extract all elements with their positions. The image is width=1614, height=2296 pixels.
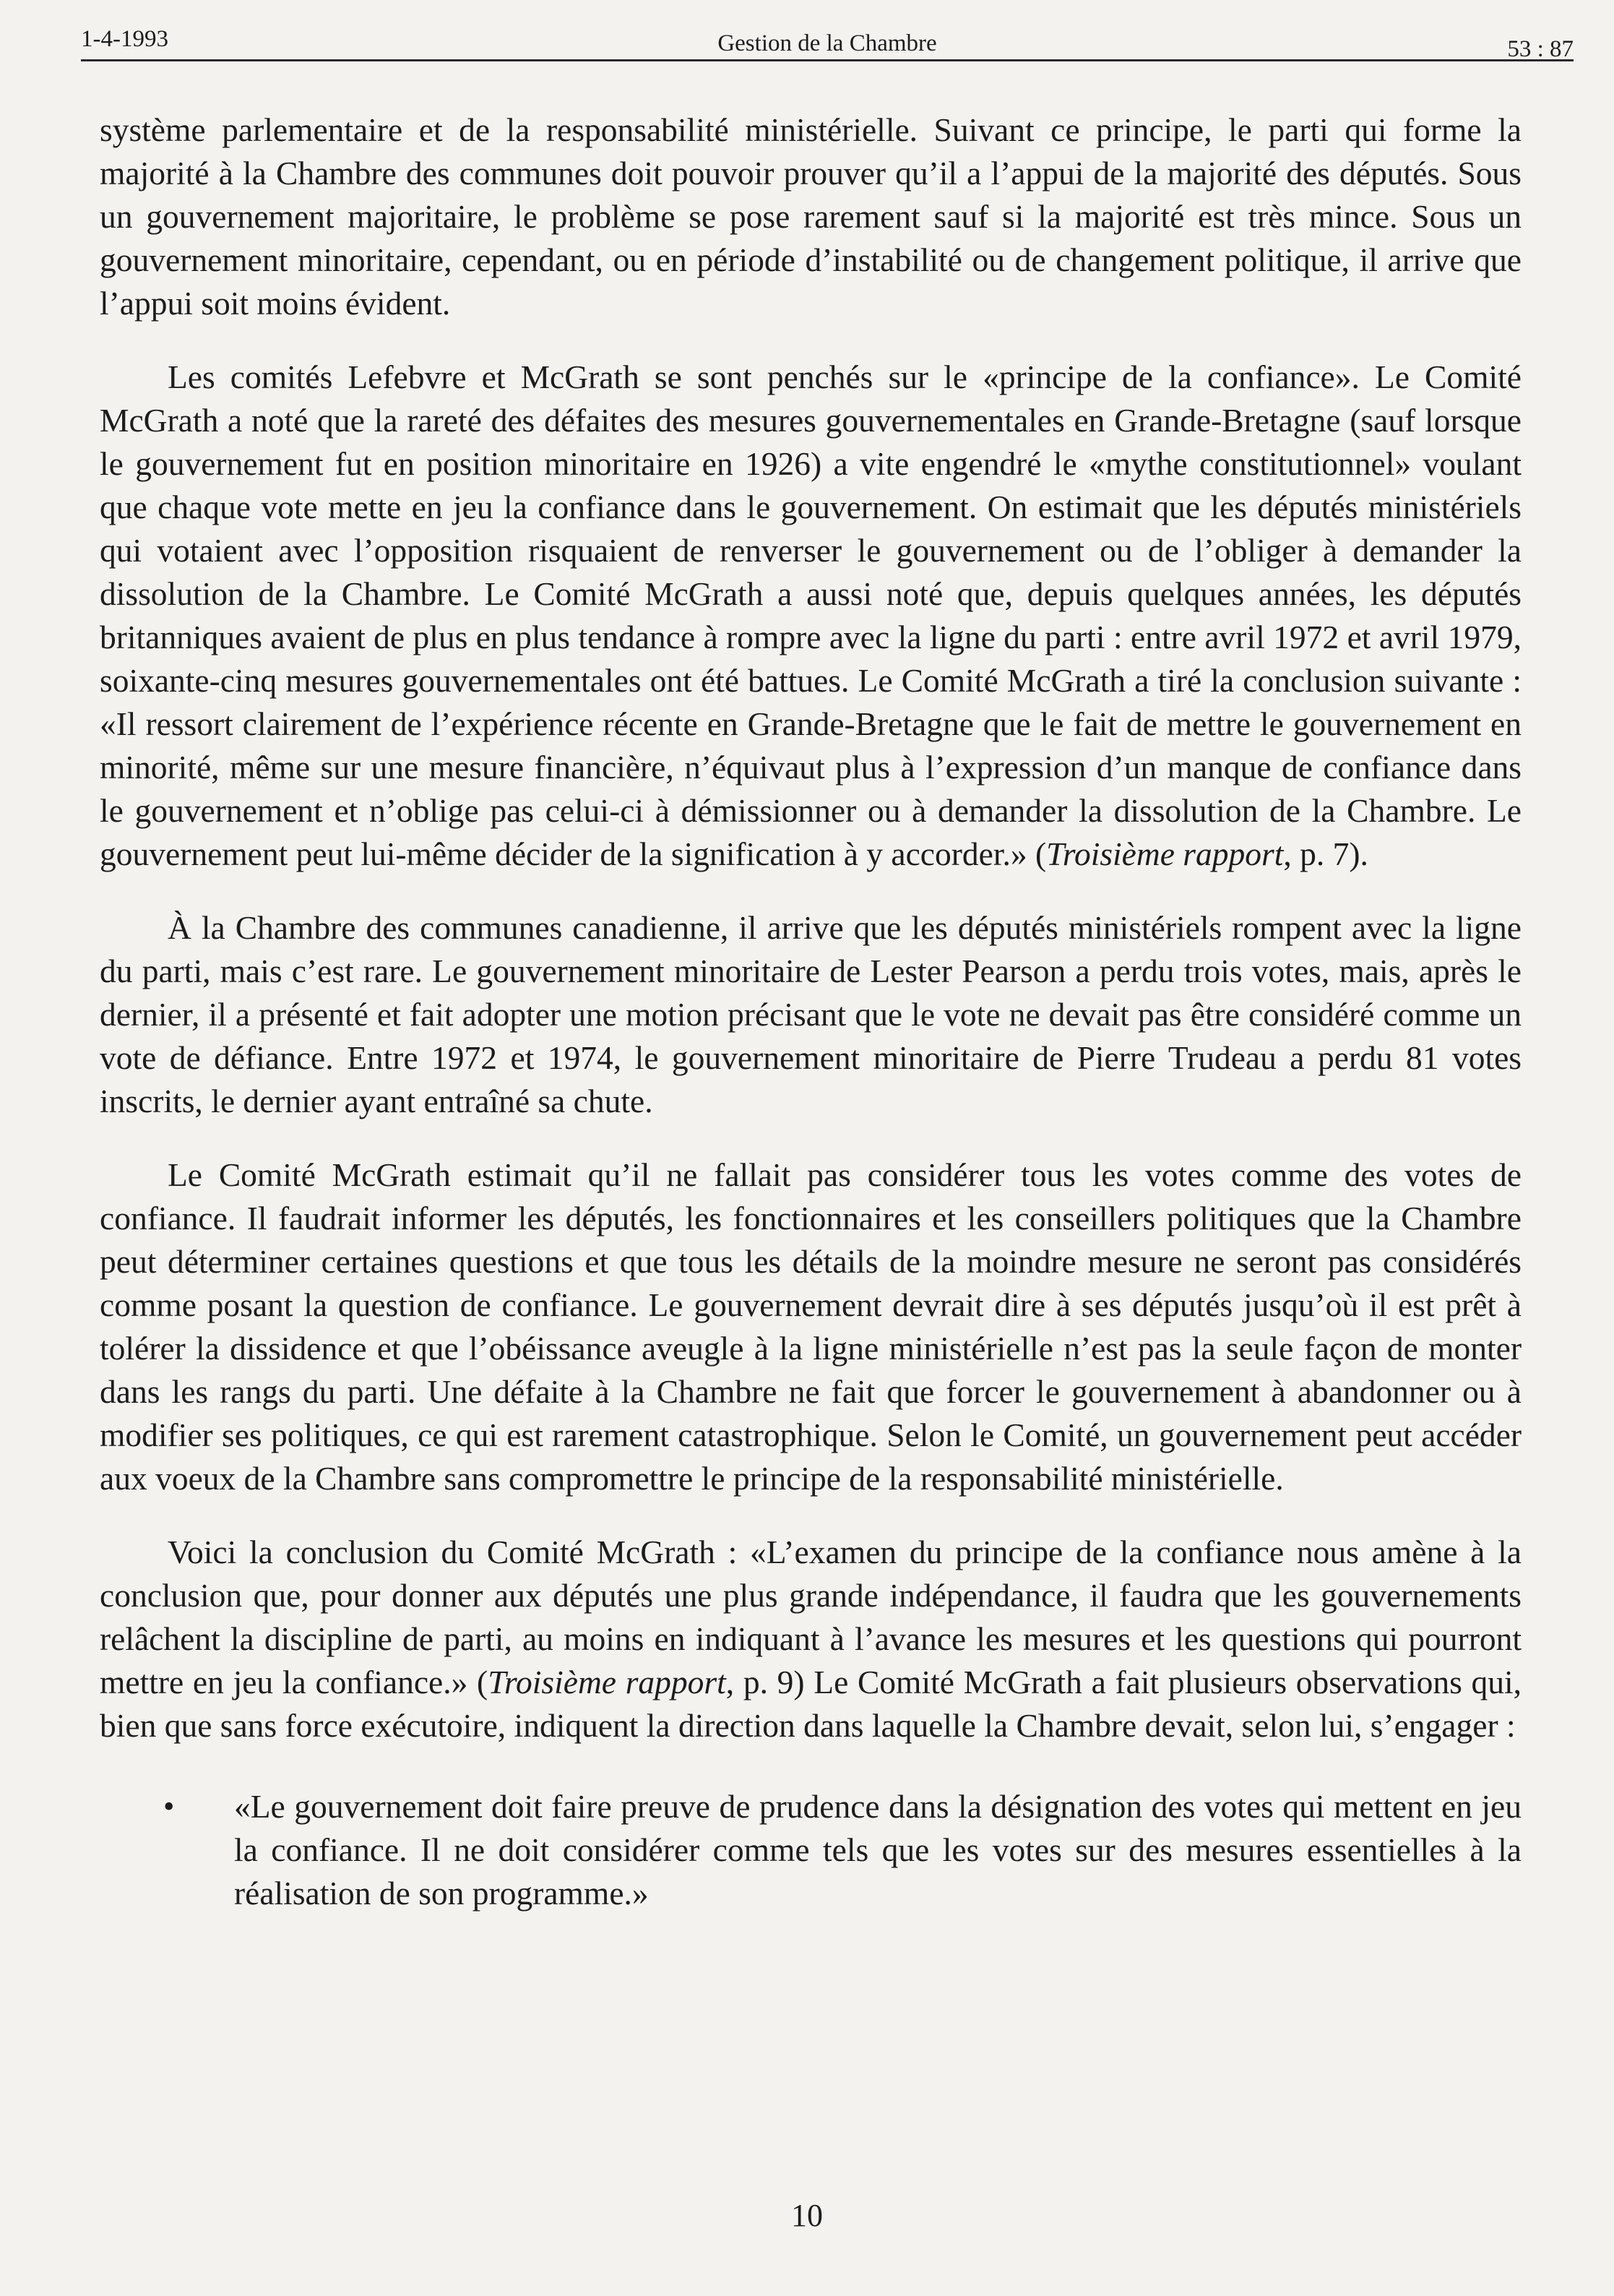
bullet-item xyxy=(100,1785,1522,1915)
body-text xyxy=(100,108,1522,1915)
bullet-text: «Le gouvernement doit faire preuve de prudence dans la désignation des votes qui mettent en jeu la confiance. Il ne doit considérer comme tels que les votes sur des mesures essentielles à la réalisation de son programme.» xyxy=(234,1788,1522,1912)
header-title: Gestion de la Chambre xyxy=(717,30,937,56)
citation-title: Troisième rapport xyxy=(1046,835,1284,872)
paragraph-1: système parlementaire et de la responsabilité ministérielle. Suivant ce principe, le parti qui forme la majorité à la Chambre des communes doit pouvoir prouver qu’il a l’appui de la majorité des députés. Sous un gouvernement majoritaire, le problème se pose rarement sauf si la majorité est très mince. Sous un gouvernement minoritaire, cependant, ou en période d’instabilité ou de changement politique, il arrive que l’appui soit moins évident. xyxy=(100,111,1522,322)
header-date: 1-4-1993 xyxy=(81,26,168,52)
paragraph-2-text: Les comités Lefebvre et McGrath se sont penchés sur le «principe de la confiance». Le Comité McGrath a noté que la rareté des défaites des mesures gouvernementales en Grande-Bretagne (sauf lorsque le gouvernement fut en position minoritaire en 1926) a vite engendré le «mythe constitutionnel» voulant que chaque vote mette en jeu la confiance dans le gouvernement. On estimait que les députés ministériels qui votaient avec l’opposition risquaient de renverser le gouvernement ou de l’obliger à demander la dissolution de la Chambre. Le Comité McGrath a aussi noté que, depuis quelques années, les députés britanniques avaient de plus en plus tendance à rompre avec la ligne du parti : entre avril 1972 et avril 1979, soixante-cinq mesures gouvernementales ont été battues. Le Comité McGrath a tiré la conclusion suivante : «Il ressort clairement de l’expérience récente en Grande-Bretagne que le fait de mettre le gouvernement en minorité, même sur une mesure financière, n’équivaut plus à l’expression d’un manque de confiance dans le gouvernement et n’oblige pas celui-ci à démissionner ou à demander la dissolution de la Chambre. Le gouvernement peut lui-même décider de la signification à y accorder.» ( xyxy=(100,358,1522,872)
paragraph-5-text: Voici la conclusion du Comité McGrath : «L’examen du principe de la confiance nous amène à la conclusion que, pour donner aux députés une plus grande indépendance, il faudra que les gouvernements relâchent la discipline de parti, au moins en indiquant à l’avance les mesures et les questions qui pourront mettre en jeu la confiance.» ( xyxy=(100,1534,1522,1700)
citation-title: Troisième rapport xyxy=(488,1664,726,1700)
paragraph-2-citation-end: , p. 7). xyxy=(1283,835,1368,872)
running-header xyxy=(81,22,1574,61)
paragraph-4: Le Comité McGrath estimait qu’il ne fallait pas considérer tous les votes comme des votes de confiance. Il faudrait informer les députés, les fonctionnaires et les conseillers politiques que la Chambre peut déterminer certaines questions et que tous les détails de la moindre mesure ne seront pas considérés comme posant la question de confiance. Le gouvernement devrait dire à ses députés jusqu’où il est prêt à tolérer la dissidence et que l’obéissance aveugle à la ligne ministérielle n’est pas la seule façon de monter dans les rangs du parti. Une défaite à la Chambre ne fait que forcer le gouvernement à abandonner ou à modifier ses politiques, ce qui est rarement catastrophique. Selon le Comité, un gouvernement peut accéder aux voeux de la Chambre sans compromettre le principe de la responsabilité ministérielle. xyxy=(100,1156,1522,1497)
paragraph-5 xyxy=(100,1531,1522,1747)
paragraph-5-citation-end: , p. 9) Le Comité McGrath a fait plusieurs observations qui, bien que sans force exécutoire, indiquent la direction dans laquelle la Chambre devait, selon lui, s’engager : xyxy=(100,1664,1522,1744)
paragraph-3: À la Chambre des communes canadienne, il arrive que les députés ministériels rompent avec la ligne du parti, mais c’est rare. Le gouvernement minoritaire de Lester Pearson a perdu trois votes, mais, après le dernier, il a présenté et fait adopter une motion précisant que le vote ne devait pas être considéré comme un vote de défiance. Entre 1972 et 1974, le gouvernement minoritaire de Pierre Trudeau a perdu 81 votes inscrits, le dernier ayant entraîné sa chute. xyxy=(100,909,1522,1119)
paragraph-2 xyxy=(100,356,1522,876)
page-number: 10 xyxy=(791,2198,823,2233)
header-issue-number: 53 : 87 xyxy=(1507,36,1574,62)
bullet-icon: • xyxy=(163,1789,175,1824)
